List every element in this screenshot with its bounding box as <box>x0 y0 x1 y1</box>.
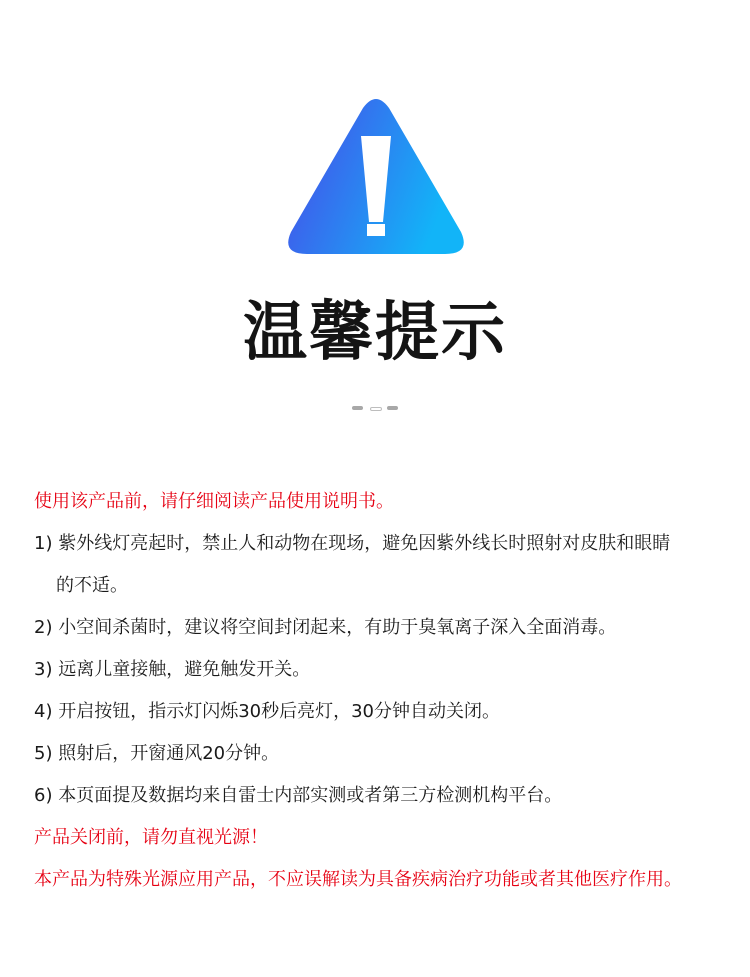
divider <box>352 406 398 411</box>
divider-dash <box>387 406 398 410</box>
warning-notice-1: 产品关闭前，请勿直视光源！ <box>34 827 268 848</box>
notice-item-2: 2) 小空间杀菌时，建议将空间封闭起来，有助于臭氧离子深入全面消毒。 <box>34 617 617 638</box>
intro-notice: 使用该产品前，请仔细阅读产品使用说明书。 <box>34 491 394 512</box>
notice-item-1: 1) 紫外线灯亮起时，禁止人和动物在现场，避免因紫外线长时照射对皮肤和眼睛 <box>34 533 671 554</box>
notice-item-5: 5) 照射后，开窗通风20分钟。 <box>34 743 280 764</box>
notice-list <box>34 481 734 901</box>
page-title: 温馨提示 <box>243 296 507 370</box>
notice-item-3: 3) 远离儿童接触，避免触发开关。 <box>34 659 311 680</box>
notice-item-4: 4) 开启按钮，指示灯闪烁30秒后亮灯，30分钟自动关闭。 <box>34 701 501 722</box>
divider-dash-outline <box>370 407 382 411</box>
notice-item-1-continued: 的不适。 <box>56 575 128 596</box>
warning-notice-2: 本产品为特殊光源应用产品，不应误解读为具备疾病治疗功能或者其他医疗作用。 <box>34 869 682 890</box>
divider-dash <box>352 406 363 410</box>
warning-icon <box>285 96 467 258</box>
notice-item-6: 6) 本页面提及数据均来自雷士内部实测或者第三方检测机构平台。 <box>34 785 563 806</box>
